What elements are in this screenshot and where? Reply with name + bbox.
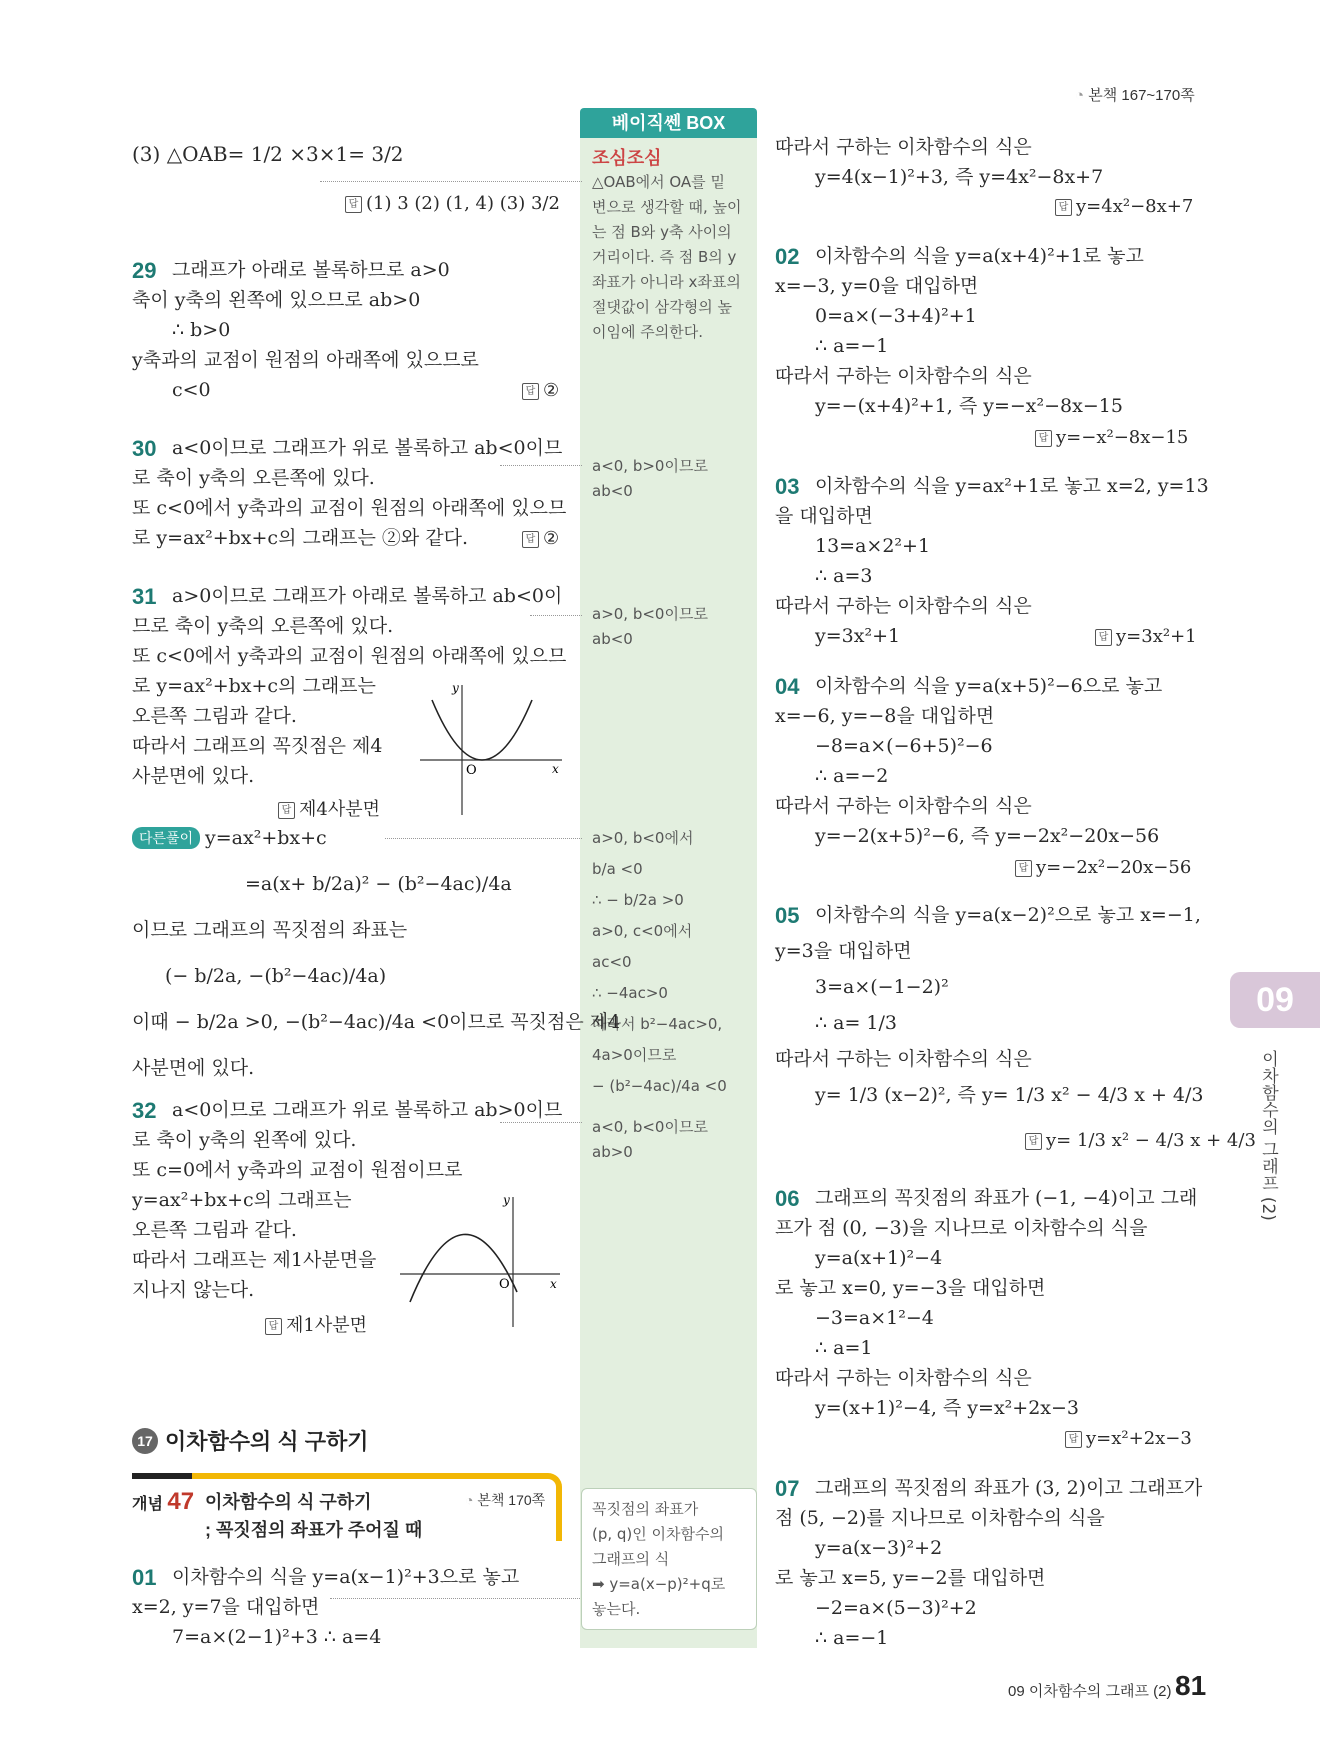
q01-line: 이차함수의 식을 y=a(x−1)²+3으로 놓고 — [172, 1566, 520, 1588]
section-badge: 17 — [132, 1428, 158, 1454]
q29-line: 그래프가 아래로 볼록하므로 a>0 — [172, 259, 450, 281]
q03-line: 13=a×2²+1 — [815, 535, 931, 557]
q28-part3: (3) △OAB= 1/2 ×3×1= 3/2 — [132, 142, 404, 166]
answer-icon: 답 — [522, 383, 539, 400]
q02-number: 02 — [775, 244, 800, 269]
graph-32 — [395, 1192, 565, 1332]
n01-line: 꼭짓점의 좌표가 — [592, 1500, 699, 1518]
answer-icon: 답 — [1015, 860, 1032, 877]
q02-line: 이차함수의 식을 y=a(x+4)²+1로 놓고 — [815, 245, 1144, 267]
q32-line: 지나지 않는다. — [132, 1279, 255, 1301]
q03-answer: 답 y=3x²+1 — [1095, 626, 1197, 647]
graph-31-y-label: y — [452, 681, 459, 695]
page-number: 81 — [1175, 1670, 1207, 1701]
q31-line: a>0이므로 그래프가 아래로 볼록하고 ab<0이 — [172, 585, 563, 607]
q06-line: ∴ a=1 — [815, 1337, 873, 1359]
concept-title-2: ; 꼭짓점의 좌표가 주어질 때 — [205, 1520, 423, 1540]
page-ref: ◔ 본책 167~170쪽 — [1075, 87, 1195, 104]
alt-line: (− b/2a, −(b²−4ac)/4a) — [165, 965, 387, 987]
q03-line: 을 대입하면 — [775, 505, 873, 527]
q07-line: −2=a×(5−3)²+2 — [815, 1597, 977, 1619]
ref-icon: ◔ — [1075, 87, 1089, 104]
nalt-line: ∴ −4ac>0 — [592, 984, 668, 1002]
q07-line: 그래프의 꼭짓점의 좌표가 (3, 2)이고 그래프가 — [815, 1477, 1203, 1499]
q06-line: −3=a×1²−4 — [815, 1307, 934, 1329]
nalt-line: ac<0 — [592, 953, 632, 971]
concept-title-1: 이차함수의 식 구하기 — [205, 1492, 372, 1512]
n01-line: ➡ y=a(x−p)²+q로 — [592, 1575, 726, 1593]
q31-number: 31 — [132, 584, 157, 609]
q04-line: −8=a×(−6+5)²−6 — [815, 735, 993, 757]
n01-line: (p, q)인 이차함수의 — [592, 1525, 724, 1543]
q03-line: 따라서 구하는 이차함수의 식은 — [775, 595, 1032, 617]
graph-31 — [412, 680, 567, 820]
answer-icon: 답 — [1095, 629, 1112, 646]
section-title: 이차함수의 식 구하기 — [165, 1429, 369, 1454]
concept-label: 개념 47 — [132, 1488, 195, 1515]
q04-line: y=−2(x+5)²−6, 즉 y=−2x²−20x−56 — [815, 825, 1160, 847]
q32-answer: 답 제1사분면 — [265, 1311, 367, 1337]
nalt-line: b/a <0 — [592, 860, 643, 878]
q29-answer: 답 ② — [522, 380, 559, 401]
r0-line: y=4(x−1)²+3, 즉 y=4x²−8x+7 — [815, 166, 1104, 188]
caution-line: 좌표가 아니라 x좌표의 — [592, 273, 741, 291]
side-column — [580, 122, 757, 1648]
caution-line: 변으로 생각할 때, 높이 — [592, 198, 742, 216]
box-title: 베이직쎈 BOX — [580, 108, 757, 138]
q03-line: y=3x²+1 — [815, 625, 901, 647]
q03-number: 03 — [775, 474, 800, 499]
q29-line: c<0 — [172, 379, 211, 401]
q31-answer: 답 제4사분면 — [278, 795, 380, 821]
q31-line: 사분면에 있다. — [132, 765, 255, 787]
q32-line: 따라서 그래프는 제1사분면을 — [132, 1249, 377, 1271]
q29-line: y축과의 교점이 원점의 아래쪽에 있으므로 — [132, 349, 479, 371]
q05-answer: 답 y= 1/3 x² − 4/3 x + 4/3 — [1025, 1130, 1256, 1151]
nalt-line: a>0, b<0에서 — [592, 829, 694, 847]
q32-line: y=ax²+bx+c의 그래프는 — [132, 1189, 352, 1211]
n32-line: a<0, b<0이므로 — [592, 1118, 708, 1136]
answer-icon: 답 — [278, 802, 295, 819]
q31-line: 므로 축이 y축의 오른쪽에 있다. — [132, 615, 394, 637]
graph-31-origin-label: O — [466, 763, 477, 778]
q30-answer: 답 ② — [522, 528, 559, 549]
caution-line: 거리이다. 즉 점 B의 y — [592, 248, 737, 266]
answer-icon: 답 — [1025, 1133, 1042, 1150]
q03-line: ∴ a=3 — [815, 565, 873, 587]
q03-line: 이차함수의 식을 y=ax²+1로 놓고 x=2, y=13 — [815, 475, 1209, 497]
q04-line: x=−6, y=−8을 대입하면 — [775, 705, 995, 727]
q06-line: y=(x+1)²−4, 즉 y=x²+2x−3 — [815, 1397, 1080, 1419]
q31-line: 또 c<0에서 y축과의 교점이 원점의 아래쪽에 있으므 — [132, 645, 567, 667]
alt-line: 이때 − b/2a >0, −(b²−4ac)/4a <0이므로 꼭짓점은 제4 — [132, 1011, 621, 1033]
answer-icon: 답 — [1035, 430, 1052, 447]
q02-line: 따라서 구하는 이차함수의 식은 — [775, 365, 1032, 387]
q04-line: 이차함수의 식을 y=a(x+5)²−6으로 놓고 — [815, 675, 1163, 697]
caution-label: 조심조심 — [592, 148, 662, 168]
graph-32-x-label: x — [550, 1277, 557, 1291]
q01-answer: 답 y=4x²−8x+7 — [1055, 196, 1193, 217]
q30-line: 로 y=ax²+bx+c의 그래프는 ②와 같다. — [132, 527, 469, 549]
chapter-tab-text: 이차함수의 그래프 (2) — [1258, 1050, 1278, 1221]
n01-line: 그래프의 식 — [592, 1550, 670, 1568]
q32-line: 로 축이 y축의 왼쪽에 있다. — [132, 1129, 357, 1151]
q05-number: 05 — [775, 903, 800, 928]
alt-line: =a(x+ b/2a)² − (b²−4ac)/4a — [245, 873, 512, 895]
nalt-line: 따라서 b²−4ac>0, — [592, 1015, 723, 1033]
q06-number: 06 — [775, 1186, 800, 1211]
q01-line: x=2, y=7을 대입하면 — [132, 1596, 320, 1618]
q32-number: 32 — [132, 1098, 157, 1123]
graph-32-origin-label: O — [499, 1277, 510, 1292]
q06-line: y=a(x+1)²−4 — [815, 1247, 943, 1269]
concept-ref: ◔ 본책 170쪽 — [465, 1492, 546, 1508]
alt-line: 사분면에 있다. — [132, 1057, 255, 1079]
q07-line: ∴ a=−1 — [815, 1627, 889, 1649]
answer-icon: 답 — [1055, 199, 1072, 216]
caution-line: 이임에 주의한다. — [592, 323, 703, 341]
q04-line: 따라서 구하는 이차함수의 식은 — [775, 795, 1032, 817]
q31-line: 로 y=ax²+bx+c의 그래프는 — [132, 675, 376, 697]
caution-line: 는 점 B와 y축 사이의 — [592, 223, 732, 241]
q29-line: 축이 y축의 왼쪽에 있으므로 ab>0 — [132, 289, 421, 311]
q31-line: 따라서 그래프의 꼭짓점은 제4 — [132, 735, 383, 757]
q07-line: 로 놓고 x=5, y=−2를 대입하면 — [775, 1567, 1046, 1589]
q06-answer: 답 y=x²+2x−3 — [1065, 1428, 1192, 1449]
q30-line: 또 c<0에서 y축과의 교점이 원점의 아래쪽에 있으므 — [132, 497, 567, 519]
q30-number: 30 — [132, 436, 157, 461]
ref-icon: ◔ — [465, 1492, 478, 1508]
q28-answer: 답 (1) 3 (2) (1, 4) (3) 3/2 — [345, 193, 560, 214]
q05-line: 3=a×(−1−2)² — [815, 976, 949, 998]
answer-icon: 답 — [265, 1318, 282, 1335]
alt-solution-tag: 다른풀이 — [132, 827, 200, 849]
q30-line: a<0이므로 그래프가 위로 볼록하고 ab<0이므 — [172, 437, 563, 459]
nalt-line: − (b²−4ac)/4a <0 — [592, 1077, 727, 1095]
answer-icon: 답 — [522, 531, 539, 548]
graph-32-y-label: y — [503, 1193, 510, 1207]
n30-line: a<0, b>0이므로 — [592, 457, 708, 475]
q02-line: x=−3, y=0을 대입하면 — [775, 275, 979, 297]
q02-line: 0=a×(−3+4)²+1 — [815, 305, 977, 327]
graph-31-x-label: x — [552, 762, 559, 776]
q32-line: a<0이므로 그래프가 위로 볼록하고 ab>0이므 — [172, 1099, 563, 1121]
q29-number: 29 — [132, 258, 157, 283]
q02-line: y=−(x+4)²+1, 즉 y=−x²−8x−15 — [815, 395, 1123, 417]
q06-line: 로 놓고 x=0, y=−3을 대입하면 — [775, 1277, 1046, 1299]
caution-line: 절댓값이 삼각형의 높 — [592, 298, 732, 316]
nalt-line: ∴ − b/2a >0 — [592, 891, 684, 909]
q05-line: 이차함수의 식을 y=a(x−2)²으로 놓고 x=−1, — [815, 904, 1201, 926]
footer-chapter: 09 이차함수의 그래프 (2) — [1008, 1683, 1172, 1700]
q05-line: y= 1/3 (x−2)², 즉 y= 1/3 x² − 4/3 x + 4/3 — [815, 1084, 1204, 1106]
q04-number: 04 — [775, 674, 800, 699]
q01-line: 7=a×(2−1)²+3 ∴ a=4 — [172, 1626, 382, 1648]
nalt-line: a>0, c<0에서 — [592, 922, 693, 940]
answer-icon: 답 — [345, 196, 362, 213]
q04-answer: 답 y=−2x²−20x−56 — [1015, 857, 1191, 878]
r0-line: 따라서 구하는 이차함수의 식은 — [775, 136, 1032, 158]
q07-line: 점 (5, −2)를 지나므로 이차함수의 식을 — [775, 1507, 1105, 1529]
answer-icon: 답 — [1065, 1431, 1082, 1448]
n01-line: 놓는다. — [592, 1600, 641, 1618]
q05-line: y=3을 대입하면 — [775, 940, 912, 962]
q29-line: ∴ b>0 — [172, 319, 231, 341]
n31-line: a>0, b<0이므로 — [592, 605, 708, 623]
n32-line: ab>0 — [592, 1143, 633, 1161]
alt-line: y=ax²+bx+c — [205, 827, 327, 849]
q06-line: 따라서 구하는 이차함수의 식은 — [775, 1367, 1032, 1389]
q06-line: 그래프의 꼭짓점의 좌표가 (−1, −4)이고 그래 — [815, 1187, 1198, 1209]
q30-line: 로 축이 y축의 오른쪽에 있다. — [132, 467, 375, 489]
n30-line: ab<0 — [592, 482, 633, 500]
q02-line: ∴ a=−1 — [815, 335, 889, 357]
q07-number: 07 — [775, 1476, 800, 1501]
q05-line: ∴ a= 1/3 — [815, 1012, 897, 1034]
q04-line: ∴ a=−2 — [815, 765, 889, 787]
q32-line: 오른쪽 그림과 같다. — [132, 1219, 297, 1241]
q02-answer: 답 y=−x²−8x−15 — [1035, 427, 1188, 448]
alt-line: 이므로 그래프의 꼭짓점의 좌표는 — [132, 919, 408, 941]
q06-line: 프가 점 (0, −3)을 지나므로 이차함수의 식을 — [775, 1217, 1148, 1239]
q01-number: 01 — [132, 1565, 157, 1590]
n31-line: ab<0 — [592, 630, 633, 648]
nalt-line: 4a>0이므로 — [592, 1046, 677, 1064]
q32-line: 또 c=0에서 y축과의 교점이 원점이므로 — [132, 1159, 463, 1181]
q31-line: 오른쪽 그림과 같다. — [132, 705, 297, 727]
chapter-tab: 09 — [1230, 972, 1320, 1028]
q07-line: y=a(x−3)²+2 — [815, 1537, 943, 1559]
q05-line: 따라서 구하는 이차함수의 식은 — [775, 1048, 1032, 1070]
caution-line: △OAB에서 OA를 밑 — [592, 173, 725, 191]
